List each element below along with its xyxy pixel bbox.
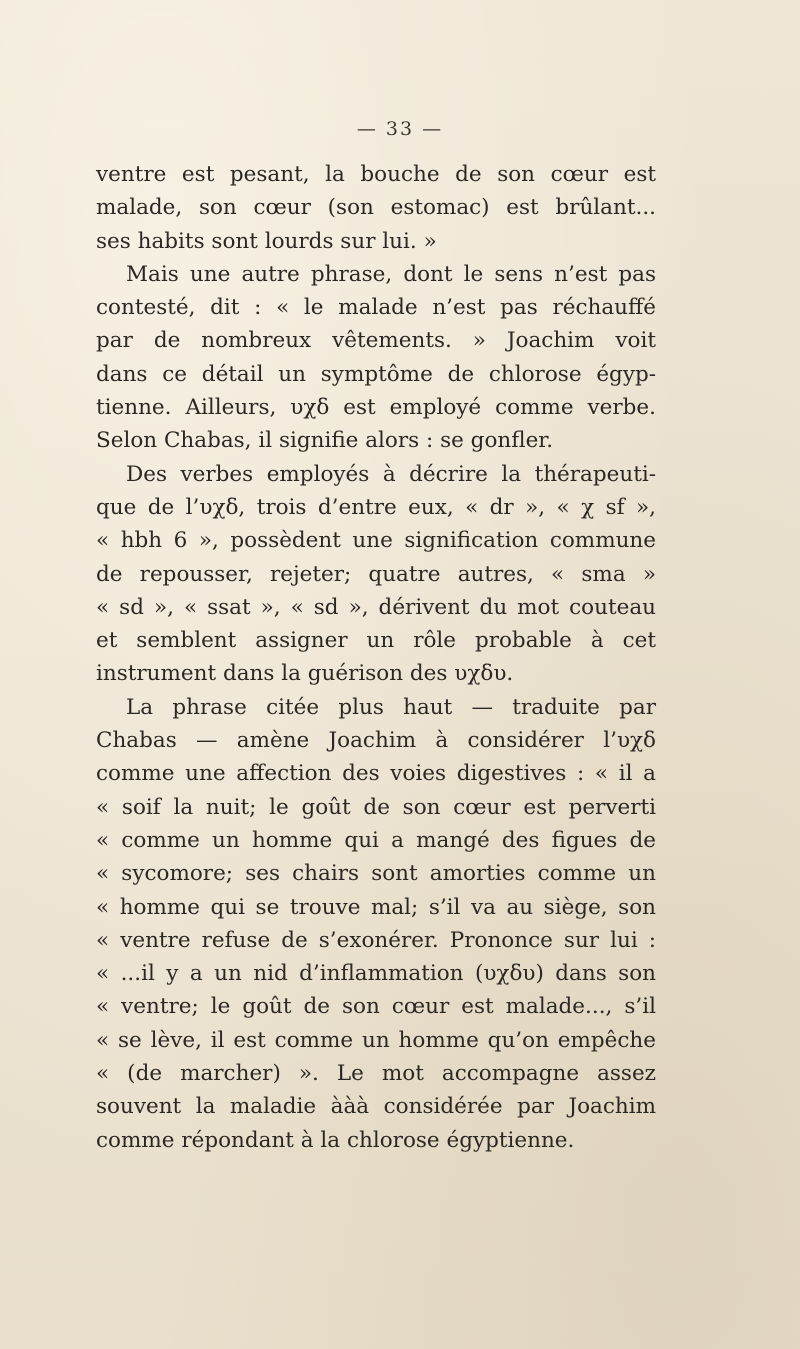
text-line: Chabas — amène Joachim à considérer l’υχδ (96, 728, 656, 754)
text-line: « sd », « ssat », « sd », dérivent du mot couteau (96, 594, 656, 620)
text-line: ses habits sont lourds sur lui. » (96, 228, 437, 254)
text-line: tienne. Ailleurs, υχδ est employé comme verbe. (96, 395, 656, 421)
text-line: « hbh 6 », possèdent une signification commune (96, 528, 656, 554)
text-line: ventre est pesant, la bouche de son cœur est (96, 162, 656, 187)
text-line: malade, son cœur (son estomac) est brûlant... (96, 195, 656, 221)
text-line: Mais une autre phrase, dont le sens n’est pas (126, 261, 656, 287)
text-line: « soif la nuit; le goût de son cœur est perverti (96, 794, 656, 820)
text-line: que de l’υχδ, trois d’entre eux, « dr », « χ sf », (96, 494, 656, 520)
text-line: « ...il y a un nid d’inflammation (υχδυ) dans son (96, 961, 656, 987)
text-line: « comme un homme qui a mangé des figues de (96, 827, 656, 853)
text-line: par de nombreux vêtements. » Joachim voit (96, 328, 656, 354)
text-line: comme répondant à la chlorose égyptienne. (96, 1127, 575, 1153)
text-line: « ventre; le goût de son cœur est malade..., s’il (96, 994, 656, 1020)
text-line: contesté, dit : « le malade n’est pas réchauffé (96, 295, 656, 321)
text-line: de repousser, rejeter; quatre autres, « sma » (96, 561, 656, 587)
text-line: comme une affection des voies digestives : « il a (96, 761, 656, 787)
text-line: « homme qui se trouve mal; s’il va au siège, son (96, 894, 656, 920)
text-line: Selon Chabas, il signifie alors : se gonfler. (96, 428, 554, 454)
text-line: « (de marcher) ». Le mot accompagne assez (96, 1061, 656, 1087)
text-line: et semblent assigner un rôle probable à cet (96, 628, 656, 654)
page-number: — 33 — (356, 118, 444, 140)
text-line: « ventre refuse de s’exonérer. Prononce sur lui : (96, 927, 656, 953)
text-line: La phrase citée plus haut — traduite par (126, 694, 656, 720)
text-line: instrument dans la guérison des υχδυ. (96, 661, 514, 687)
text-line: souvent la maladie ààà considérée par Joachim (96, 1094, 656, 1120)
text-line: « se lève, il est comme un homme qu’on empêche (96, 1027, 656, 1053)
text-line: dans ce détail un symptôme de chlorose égyp- (96, 361, 656, 387)
body-text (96, 158, 656, 1157)
text-line: « sycomore; ses chairs sont amorties comme un (96, 861, 656, 887)
text-line: Des verbes employés à décrire la thérapeuti- (126, 461, 656, 487)
